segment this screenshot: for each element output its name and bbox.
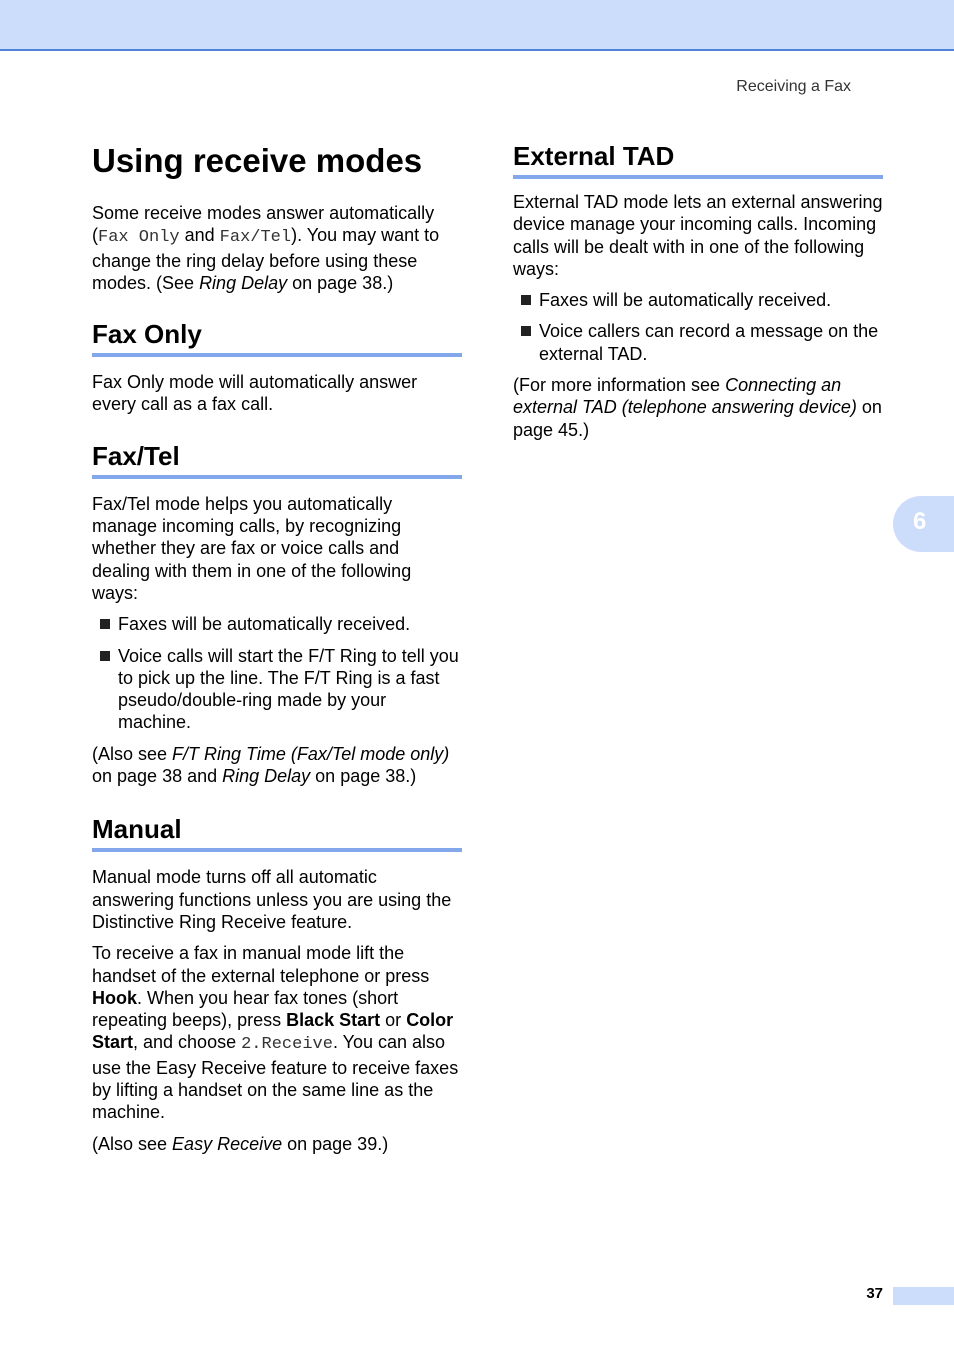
external-tad-heading: External TAD xyxy=(513,140,883,179)
fax-tel-heading: Fax/Tel xyxy=(92,440,462,479)
receive-menu-code: 2.Receive xyxy=(241,1035,333,1055)
ft-ring-time-link[interactable]: F/T Ring Time (Fax/Tel mode only) xyxy=(172,743,450,764)
color-start-key-label: Color Start xyxy=(92,1010,454,1053)
manual-paragraph-2 xyxy=(92,942,462,1123)
manual-heading: Manual xyxy=(92,813,462,852)
chapter-tab xyxy=(893,496,954,552)
intro-paragraph xyxy=(92,202,462,294)
intro-text: on page 38.) xyxy=(287,272,394,293)
chapter-number: 6 xyxy=(913,508,927,535)
page-title: Using receive modes xyxy=(92,142,423,179)
right-column xyxy=(513,140,883,441)
black-start-key-label: Black Start xyxy=(286,1010,381,1031)
more-info-text: on page 45.) xyxy=(513,397,882,440)
fax-only-paragraph: Fax Only mode will automatically answer every call as a fax call. xyxy=(92,372,418,415)
intro-text: and xyxy=(179,225,220,246)
square-bullet-icon xyxy=(521,326,531,336)
easy-receive-link[interactable]: Easy Receive xyxy=(172,1133,283,1154)
page-number: 37 xyxy=(866,1285,883,1302)
list-item xyxy=(513,320,883,365)
see-also-text: (Also see xyxy=(92,743,173,764)
see-also-text: on page 39.) xyxy=(282,1133,389,1154)
manual-paragraph-1: Manual mode turns off all automatic answering functions unless you are using the Distinctive Ring Receive feature. xyxy=(92,867,452,932)
external-tad-bullet-list xyxy=(513,289,883,365)
manual-text: To receive a fax in manual mode lift the handset of the external telephone or press xyxy=(92,943,430,986)
intro-text: ). You may want to change the ring delay before using these modes. (See xyxy=(92,225,440,293)
fax-only-heading: Fax Only xyxy=(92,318,462,357)
fax-tel-code: Fax/Tel xyxy=(219,228,292,248)
manual-text: or xyxy=(380,1010,407,1031)
ring-delay-link[interactable]: Ring Delay xyxy=(199,272,288,293)
see-also-text: on page 38 and xyxy=(92,766,223,787)
manual-text: . You can also use the Easy Receive feature to receive faxes by lifting a handset on the same line as the machine. xyxy=(92,1032,459,1123)
manual-text: , and choose xyxy=(133,1032,242,1053)
ring-delay-link[interactable]: Ring Delay xyxy=(222,766,311,787)
fax-tel-bullet-list xyxy=(92,613,462,733)
external-tad-more-info xyxy=(513,374,883,441)
list-item xyxy=(92,613,462,635)
external-tad-paragraph: External TAD mode lets an external answering device manage your incoming calls. Incoming calls will be dealt with in one of the following ways: xyxy=(513,192,883,279)
fax-only-code: Fax Only xyxy=(98,228,180,248)
fax-tel-paragraph: Fax/Tel mode helps you automatically manage incoming calls, by recognizing whether they are fax or voice calls and dealing with them in one of the following ways: xyxy=(92,493,412,603)
manual-text: . When you hear fax tones (short repeating beeps), press xyxy=(92,987,399,1031)
fax-tel-see-also xyxy=(92,743,462,788)
footer-bar xyxy=(893,1287,954,1305)
square-bullet-icon xyxy=(521,295,531,305)
list-item xyxy=(513,289,883,311)
list-item xyxy=(92,645,462,734)
list-item-text: Faxes will be automatically received. xyxy=(539,290,832,311)
more-info-text: (For more information see xyxy=(513,375,726,396)
list-item-text: Faxes will be automatically received. xyxy=(118,614,411,635)
square-bullet-icon xyxy=(100,651,110,661)
see-also-text: (Also see xyxy=(92,1133,173,1154)
square-bullet-icon xyxy=(100,619,110,629)
running-header: Receiving a Fax xyxy=(736,78,851,95)
left-column xyxy=(92,140,462,1155)
see-also-text: on page 38.) xyxy=(310,766,417,787)
hook-key-label: Hook xyxy=(92,987,137,1008)
list-item-text: Voice callers can record a message on the external TAD. xyxy=(539,321,879,364)
header-bar xyxy=(0,0,954,51)
intro-text: Some receive modes answer automatically ( xyxy=(92,203,435,246)
list-item-text: Voice calls will start the F/T Ring to tell you to pick up the line. The F/T Ring is a fast pseudo/double-ring made by your machine. xyxy=(118,645,459,733)
manual-see-also xyxy=(92,1133,462,1155)
connecting-external-tad-link[interactable]: Connecting an external TAD (telephone answering device) xyxy=(513,375,857,418)
